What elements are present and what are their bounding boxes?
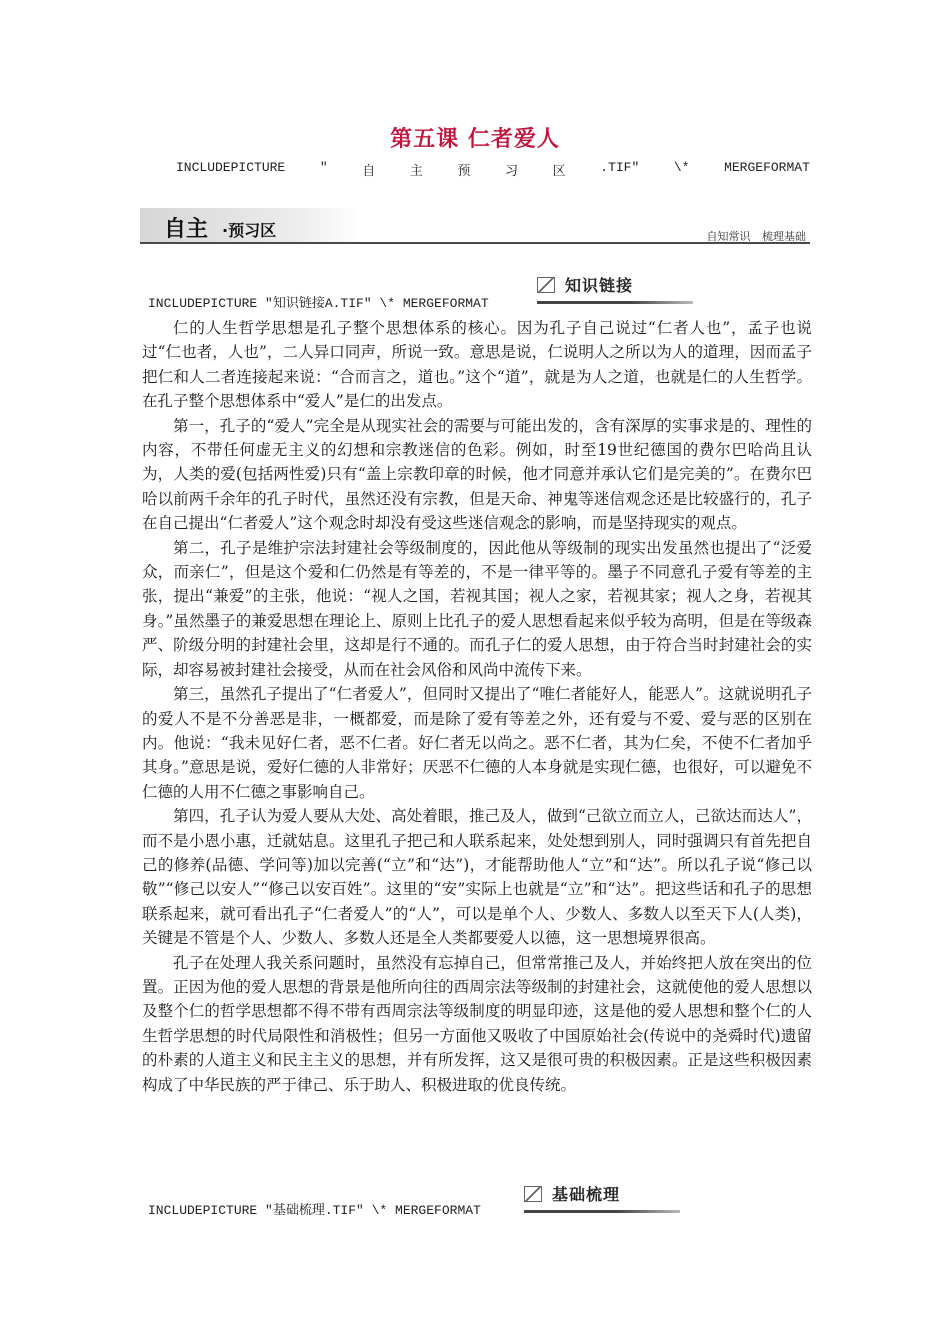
field-code-basics: INCLUDEPICTURE "基础梳理.TIF" \* MERGEFORMAT <box>148 1203 481 1218</box>
paragraph: 仁的人生哲学思想是孔子整个思想体系的核心。因为孔子自己说过“仁者人也”，孟子也说过“仁也者，人也”，二人异口同声，所说一致。意思是说，仁说明人之所以为人的道理，因而孟子把仁和人二者连接起来说：“合而言之，道也。”这个“道”，就是为人之道，也就是仁的人生哲学。在孔子整个思想体系中“爱人”是仁的出发点。 <box>142 319 812 411</box>
section-heading-basics <box>524 1182 620 1205</box>
banner-sub-label: ·预习区 <box>222 221 277 240</box>
section-underline <box>537 301 693 304</box>
section-underline <box>524 1210 680 1213</box>
banner-right-label: 自知常识 梳理基础 <box>706 230 806 243</box>
paragraph: 孔子在处理人我关系问题时，虽然没有忘掉自己，但常常推己及人，并始终把人放在突出的位置。正因为他的爱人思想的背景是他所向往的西周宗法等级制的封建社会，这就使他的爱人思想以及整个仁的哲学思想都不得不带有西周宗法等级制度的明显印迹，这是他的爱人思想和整个仁的人生哲学思想的时代局限性和消极性；但另一方面他又吸收了中国原始社会(传说中的尧舜时代)遗留的朴素的人道主义和民主主义的思想，并有所发挥，这又是很可贵的积极因素。正是这些积极因素构成了中华民族的严于律己、乐于助人、积极进取的优良传统。 <box>142 953 812 1094</box>
field-token: MERGEFORMAT <box>724 160 810 175</box>
field-code-zizhu <box>176 160 810 179</box>
section-heading-label: 知识链接 <box>565 276 634 295</box>
paragraph: 第四，孔子认为爱人要从大处、高处着眼，推己及人，做到“己欲立而立人，己欲达而达人”，而不是小恩小惠，迁就姑息。这里孔子把己和人联系起来，处处想到别人，同时强调只有首先把自己的修养(品德、学问等)加以完善(“立”和“达”)，才能帮助他人“立”和“达”。所以孔子说“修己以敬”“修己以安人”“修己以安百姓”。这里的“安”实际上也就是“立”和“达”。把这些话和孔子的思想联系起来，就可看出孔子“仁者爱人”的“人”，可以是单个人、少数人、多数人以至天下人(人类)，关键是不管是个人、少数人、多数人还是全人类都要爱人以德，这一思想境界很高。 <box>142 807 812 948</box>
field-token: \* <box>673 160 690 175</box>
field-code-knowledge: INCLUDEPICTURE "知识链接A.TIF" \* MERGEFORMAT <box>148 296 489 311</box>
field-token: " <box>319 160 328 175</box>
paragraph: 第三，虽然孔子提出了“仁者爱人”，但同时又提出了“唯仁者能好人，能恶人”。这就说明孔子的爱人不是不分善恶是非，一概都爱，而是除了爱有等差之外，还有爱与不爱、爱与恶的区别在内。他说：“我未见好仁者，恶不仁者。好仁者无以尚之。恶不仁者，其为仁矣，不使不仁者加乎其身。”意思是说，爱好仁德的人非常好；厌恶不仁德的人本身就是实现仁德，也很好，可以避免不仁德的人用不仁德之事影响自己。 <box>142 685 812 801</box>
field-token: .TIF" <box>600 160 640 175</box>
banner-main-label: 自主 <box>164 217 209 242</box>
section-banner <box>140 208 810 246</box>
page-title: 第五课 仁者爱人 <box>390 127 560 152</box>
field-token: 自 <box>362 164 376 179</box>
field-token: 区 <box>552 164 566 179</box>
section-marker-icon <box>524 1186 544 1202</box>
field-token: INCLUDEPICTURE <box>176 160 286 175</box>
article-body <box>142 316 812 1097</box>
section-marker-icon <box>537 277 557 293</box>
section-heading-knowledge <box>537 273 633 296</box>
field-token: 主 <box>409 164 423 179</box>
field-token: 习 <box>505 164 519 179</box>
field-token: 预 <box>457 164 471 179</box>
section-heading-label: 基础梳理 <box>552 1185 621 1204</box>
paragraph: 第二，孔子是维护宗法封建社会等级制度的，因此他从等级制的现实出发虽然也提出了“泛爱众，而亲仁”，但是这个爱和仁仍然是有等差的，不是一律平等的。墨子不同意孔子爱有等差的主张，提出“兼爱”的主张，他说：“视人之国，若视其国；视人之家，若视其家；视人之身，若视其身。”虽然墨子的兼爱思想在理论上、原则上比孔子的爱人思想看起来似乎较为高明，但是在等级森严、阶级分明的封建社会里，这却是行不通的。而孔子仁的爱人思想，由于符合当时封建社会的实际，却容易被封建社会接受，从而在社会风俗和风尚中流传下来。 <box>142 538 812 679</box>
paragraph: 第一，孔子的“爱人”完全是从现实社会的需要与可能出发的，含有深厚的实事求是的、理性的内容，不带任何虚无主义的幻想和宗教迷信的色彩。例如，时至19世纪德国的费尔巴哈尚且认为，人类的爱(包括两性爱)只有“盖上宗教印章的时候，他才同意并承认它们是完美的”。在费尔巴哈以前两千余年的孔子时代，虽然还没有宗教，但是天命、神鬼等迷信观念还是比较盛行的，孔子在自己提出“仁者爱人”这个观念时却没有受这些迷信观念的影响，而是坚持现实的观点。 <box>142 416 812 533</box>
